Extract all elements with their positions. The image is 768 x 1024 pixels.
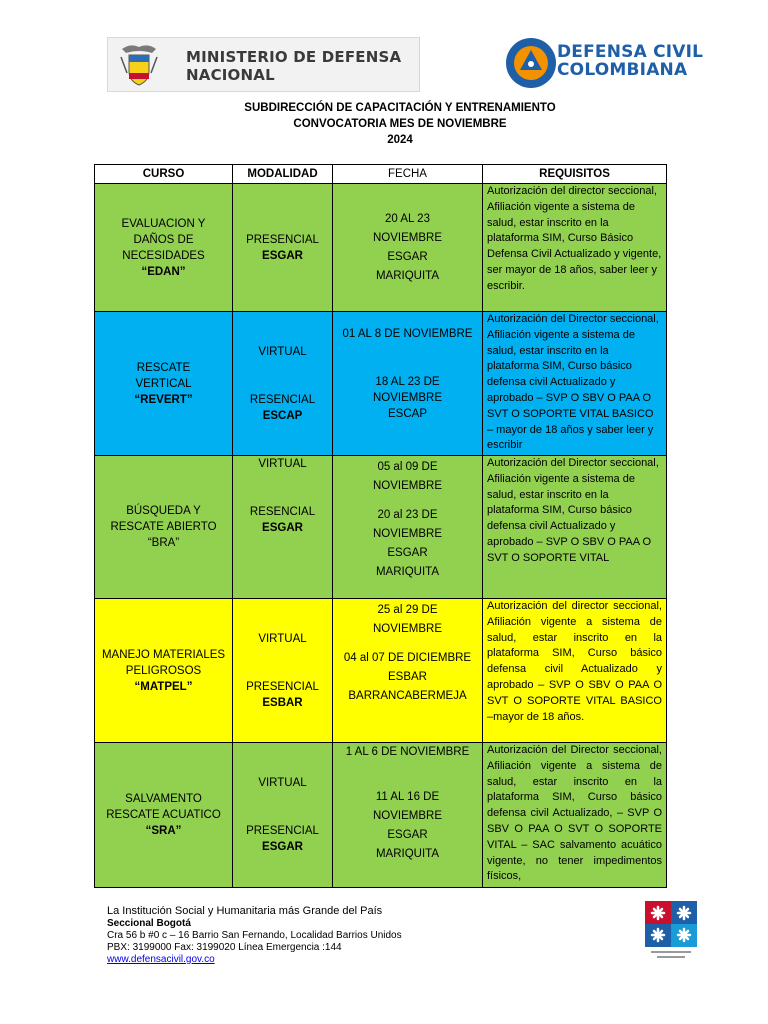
fecha-city: BARRANCABERMEJA xyxy=(348,690,467,702)
sede-label: ESGAR xyxy=(262,249,303,262)
table-row xyxy=(95,312,667,456)
requisitos-cell: Autorización del director seccional, Afiliación vigente a sistema de salud, estar inscrito en la plataforma SIM, Curso básico defensa civil Actualizado y aprobado – SVP O SBV O PAA O SVT O SOPORTE VITAL BASICO –mayor de 18 años. xyxy=(483,599,667,743)
modalidad-label: PRESENCIAL xyxy=(246,825,319,837)
sede-label: ESBAR xyxy=(262,696,303,709)
curso-cell xyxy=(95,456,233,599)
footer-tagline: La Institución Social y Humanitaria más Grande del País xyxy=(107,905,383,917)
curso-code: “MATPEL” xyxy=(134,680,193,693)
curso-cell xyxy=(95,184,233,312)
courses-table xyxy=(94,164,667,888)
table-row xyxy=(95,184,667,312)
requisitos-cell: Autorización del Director seccional, Afiliación vigente a sistema de salud, estar inscrito en la plataforma SIM, Curso básico defensa civil Actualizado y aprobado – SVP O SBV O PAA O SVT O SOPORTE VITAL xyxy=(483,456,667,599)
fecha-cell xyxy=(333,184,483,312)
modalidad-label: RESENCIAL xyxy=(249,506,316,518)
table-row xyxy=(95,743,667,888)
curso-name-line: “BRA” xyxy=(147,537,180,549)
requisitos-cell: Autorización del Director seccional, Afiliación vigente a sistema de salud, estar inscrito en la plataforma SIM, Curso básico defensa civil Actualizado y aprobado – SVP O SBV O PAA O SVT O SOPORTE VITAL BASICO – mayor de 18 años y saber leer y escribir xyxy=(483,312,667,456)
fecha-place: ESGAR xyxy=(387,250,428,263)
curso-cell xyxy=(95,599,233,743)
sede-label: ESGAR xyxy=(262,522,303,534)
fecha-range-virtual: 05 al 09 DE NOVIEMBRE xyxy=(372,461,442,492)
ministry-name xyxy=(186,48,401,84)
requisitos-cell: Autorización del Director seccional, Afiliación vigente a sistema de salud, estar inscrito en la plataforma SIM, Curso básico defensa civil Actualizado, – SVP O SBV O PAA O SVT O SOPORTE VITAL – SAC salvamento acuático vigente, no tener impedimentos físicos, xyxy=(483,743,667,888)
fecha-cell xyxy=(333,312,483,456)
ministry-line-2: NACIONAL xyxy=(186,66,275,84)
modalidad-label: PRESENCIAL xyxy=(246,680,319,693)
curso-code: “EDAN” xyxy=(141,265,186,278)
fecha-cell xyxy=(333,456,483,599)
curso-name-line: SALVAMENTO xyxy=(125,793,202,805)
header-modalidad: MODALIDAD xyxy=(233,165,333,184)
fecha-range-virtual: 01 AL 8 DE NOVIEMBRE xyxy=(342,328,473,340)
fecha-range: 20 AL 23 NOVIEMBRE xyxy=(372,212,442,244)
sede-label: ESCAP xyxy=(262,409,303,422)
curso-name-line: MANEJO MATERIALES xyxy=(101,648,226,661)
fecha-cell xyxy=(333,599,483,743)
curso-name-line: PELIGROSOS xyxy=(125,664,202,677)
modalidad-cell xyxy=(233,184,333,312)
curso-cell xyxy=(95,743,233,888)
modalidad-virtual: VIRTUAL xyxy=(258,777,307,789)
modalidad-cell xyxy=(233,743,333,888)
fecha-range: 11 AL 16 DE NOVIEMBRE xyxy=(372,791,442,822)
table-row xyxy=(95,456,667,599)
header-requisitos: REQUISITOS xyxy=(483,165,667,184)
curso-cell xyxy=(95,312,233,456)
curso-name-line: RESCATE ACUATICO xyxy=(106,809,221,821)
footer xyxy=(107,905,402,966)
fecha-range: 04 al 07 DE DICIEMBRE xyxy=(343,652,472,664)
defensa-civil-name xyxy=(557,43,703,79)
fecha-cell xyxy=(333,743,483,888)
table-header-row xyxy=(95,165,667,184)
modalidad-label: RESENCIAL xyxy=(249,393,316,406)
requisitos-cell: Autorización del director seccional, Afiliación vigente a sistema de salud, estar inscrito en la plataforma SIM, Curso Básico Defensa Civil Actualizado y vigente, ser mayor de 18 años, saber leer y escribir. xyxy=(483,184,667,312)
modalidad-virtual: VIRTUAL xyxy=(258,632,307,645)
curso-name-line: NECESIDADES xyxy=(122,249,205,262)
ministry-banner xyxy=(107,37,420,92)
fecha-place: ESGAR xyxy=(387,829,428,841)
ministry-line-1: MINISTERIO DE DEFENSA xyxy=(186,48,402,66)
defensa-civil-line-2: COLOMBIANA xyxy=(557,60,688,80)
footer-seccional: Seccional Bogotá xyxy=(107,918,191,929)
fecha-city: MARIQUITA xyxy=(375,848,440,860)
heading-convocatoria: CONVOCATORIA MES DE NOVIEMBRE xyxy=(293,118,507,130)
fecha-range-virtual: 1 AL 6 DE NOVIEMBRE xyxy=(345,746,470,758)
modalidad-label: PRESENCIAL xyxy=(246,233,319,246)
curso-name-line: BÚSQUEDA Y xyxy=(126,505,201,517)
colombia-coat-of-arms-icon xyxy=(118,43,160,87)
fecha-city: MARIQUITA xyxy=(375,269,440,282)
fecha-place: ESGAR xyxy=(387,547,428,559)
fecha-place: ESCAP xyxy=(388,408,427,420)
document-headings xyxy=(0,100,768,148)
curso-name-line: RESCATE ABIERTO xyxy=(110,521,217,533)
curso-code: “SRA” xyxy=(145,825,182,837)
curso-code: “REVERT” xyxy=(134,393,193,406)
footer-phones: PBX: 3199000 Fax: 3199020 Línea Emergencia :144 xyxy=(107,942,342,953)
heading-subdireccion: SUBDIRECCIÓN DE CAPACITACIÓN Y ENTRENAMIENTO xyxy=(244,102,556,114)
header-curso: CURSO xyxy=(95,165,233,184)
fecha-range: 18 AL 23 DE NOVIEMBRE xyxy=(372,376,442,404)
modalidad-cell xyxy=(233,312,333,456)
modalidad-virtual: VIRTUAL xyxy=(258,345,307,358)
footer-address: Cra 56 b #0 c – 16 Barrio San Fernando, Localidad Barrios Unidos xyxy=(107,930,402,941)
fecha-range-virtual: 25 al 29 DE NOVIEMBRE xyxy=(372,604,442,635)
curso-name-line: EVALUACION Y xyxy=(121,217,206,230)
snowflake-network-logo-icon xyxy=(643,899,699,963)
header-fecha: FECHA xyxy=(333,165,483,184)
fecha-city: MARIQUITA xyxy=(375,566,440,578)
defensa-civil-logo-icon xyxy=(505,37,557,89)
curso-name-line: RESCATE xyxy=(136,361,191,374)
footer-website-link[interactable]: www.defensacivil.gov.co xyxy=(107,954,215,965)
heading-year: 2024 xyxy=(387,134,413,146)
fecha-place: ESBAR xyxy=(388,671,427,683)
sede-label: ESGAR xyxy=(262,841,303,853)
modalidad-cell xyxy=(233,599,333,743)
modalidad-cell xyxy=(233,456,333,599)
fecha-range: 20 al 23 DE NOVIEMBRE xyxy=(372,509,442,540)
defensa-civil-line-1: DEFENSA CIVIL xyxy=(557,42,704,62)
curso-name-line: DAÑOS DE xyxy=(133,233,194,246)
table-row xyxy=(95,599,667,743)
curso-name-line: VERTICAL xyxy=(135,377,192,390)
modalidad-virtual: VIRTUAL xyxy=(258,458,307,470)
